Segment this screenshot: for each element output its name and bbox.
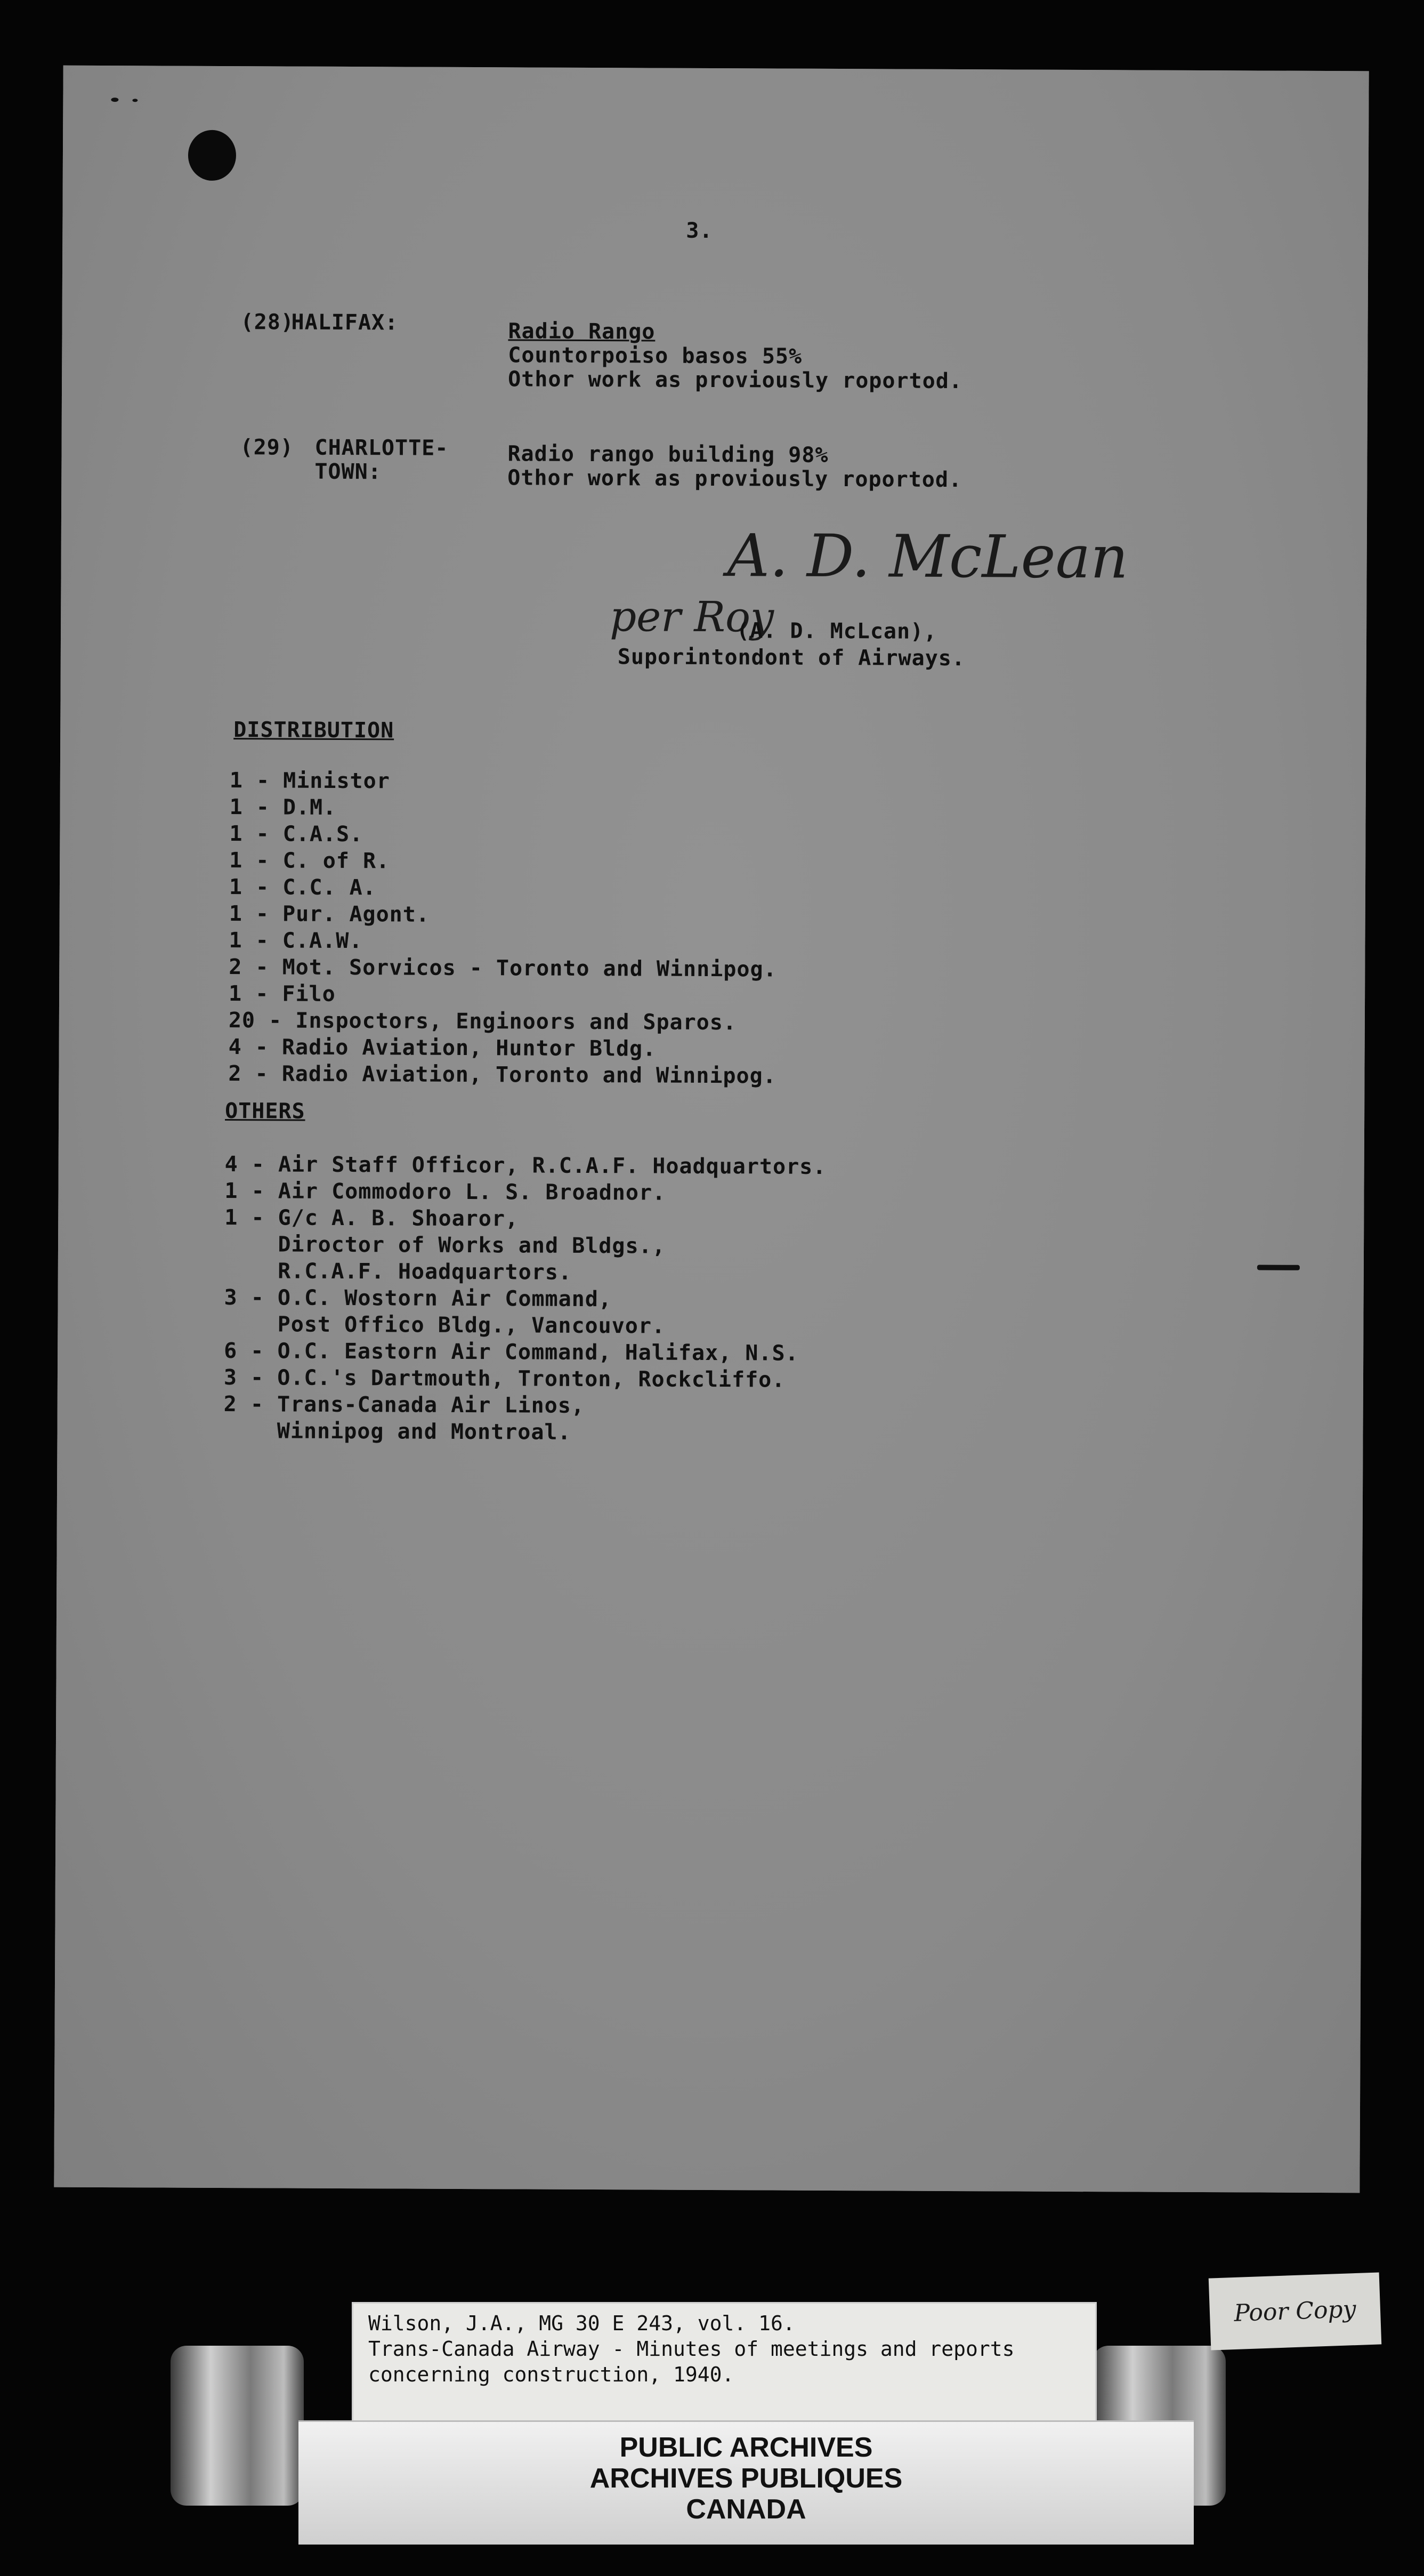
distribution-list — [228, 767, 778, 1089]
entry-line: Countorpoiso basos 55% — [508, 343, 803, 369]
handwritten-per: per Roy — [609, 593, 774, 642]
list-item: 4 - Radio Aviation, Huntor Bldg. — [228, 1035, 657, 1061]
ink-mark — [1257, 1265, 1300, 1270]
list-item: 1 - C.C. A. — [229, 875, 376, 900]
entry-line: Othor work as proviously roportod. — [508, 367, 963, 394]
archive-band-line: PUBLIC ARCHIVES — [619, 2432, 873, 2463]
entry-line: Radio rango building 98% — [507, 441, 829, 468]
list-item: 1 - G/c A. B. Shoaror, — [224, 1205, 519, 1231]
entry-line: Radio Rango — [508, 319, 656, 344]
list-item: 1 - Air Commodoro L. S. Broadnor. — [224, 1179, 666, 1205]
archive-label-line: Trans-Canada Airway - Minutes of meetings and reports — [368, 2337, 1015, 2361]
list-item: 2 - Trans-Canada Air Linos, — [223, 1392, 585, 1418]
page-number: 3. — [686, 218, 713, 243]
typed-name: (A. D. McLcan), — [736, 618, 937, 644]
list-item: 4 - Air Staff Officor, R.C.A.F. Hoadquartors. — [224, 1152, 827, 1179]
archive-band-line: ARCHIVES PUBLIQUES — [589, 2463, 903, 2494]
ink-speck — [111, 98, 118, 102]
binder-clip-left — [171, 2346, 304, 2506]
list-item: 1 - Pur. Agont. — [229, 901, 430, 927]
others-heading: OTHERS — [225, 1099, 305, 1124]
entry-number: (29) — [240, 435, 294, 460]
archive-band-line: CANADA — [686, 2494, 806, 2525]
list-item: 3 - O.C. Wostorn Air Command, — [224, 1285, 612, 1312]
list-item: 1 - C. of R. — [229, 848, 390, 874]
list-item: 20 - Inspoctors, Enginoors and Sparos. — [228, 1008, 737, 1035]
distribution-heading: DISTRIBUTION — [233, 718, 394, 743]
list-item: R.C.A.F. Hoadquartors. — [224, 1259, 572, 1285]
handwritten-signature: A. D. McLean — [727, 521, 1129, 592]
list-item: 2 - Radio Aviation, Toronto and Winnipog. — [228, 1061, 776, 1089]
list-item: 6 - O.C. Eastorn Air Command, Halifax, N.S. — [224, 1339, 799, 1366]
entry-place: CHARLOTTE- — [314, 435, 449, 461]
list-item: Winnipog and Montroal. — [223, 1419, 571, 1445]
list-item: Diroctor of Works and Bldgs., — [224, 1232, 666, 1259]
list-item: 1 - Ministor — [229, 768, 390, 794]
entry-line: Othor work as proviously roportod. — [507, 465, 962, 493]
ink-speck — [132, 99, 137, 102]
entry-place: TOWN: — [314, 459, 382, 485]
list-item: 3 - O.C.'s Dartmouth, Tronton, Rockcliffo. — [223, 1365, 786, 1392]
list-item: Post Offico Bldg., Vancouvor. — [224, 1312, 666, 1339]
entry-place: HALIFAX: — [291, 310, 399, 335]
archive-label-line: Wilson, J.A., MG 30 E 243, vol. 16. — [368, 2312, 795, 2335]
list-item: 1 - Filo — [228, 981, 336, 1007]
others-list — [223, 1151, 826, 1447]
list-item: 1 - C.A.W. — [229, 928, 363, 954]
poor-copy-stamp: Poor Copy — [1209, 2272, 1382, 2350]
entry-number: (28) — [240, 310, 295, 335]
list-item: 1 - C.A.S. — [229, 822, 363, 847]
list-item: 2 - Mot. Sorvicos - Toronto and Winnipog. — [229, 955, 777, 982]
document-page — [54, 66, 1369, 2193]
punch-hole — [188, 130, 236, 181]
archive-label-line: concerning construction, 1940. — [368, 2363, 734, 2386]
list-item: 1 - D.M. — [229, 795, 337, 820]
archive-label — [352, 2302, 1097, 2428]
typed-title: Suporintondont of Airways. — [617, 645, 966, 671]
archive-band — [298, 2420, 1194, 2545]
